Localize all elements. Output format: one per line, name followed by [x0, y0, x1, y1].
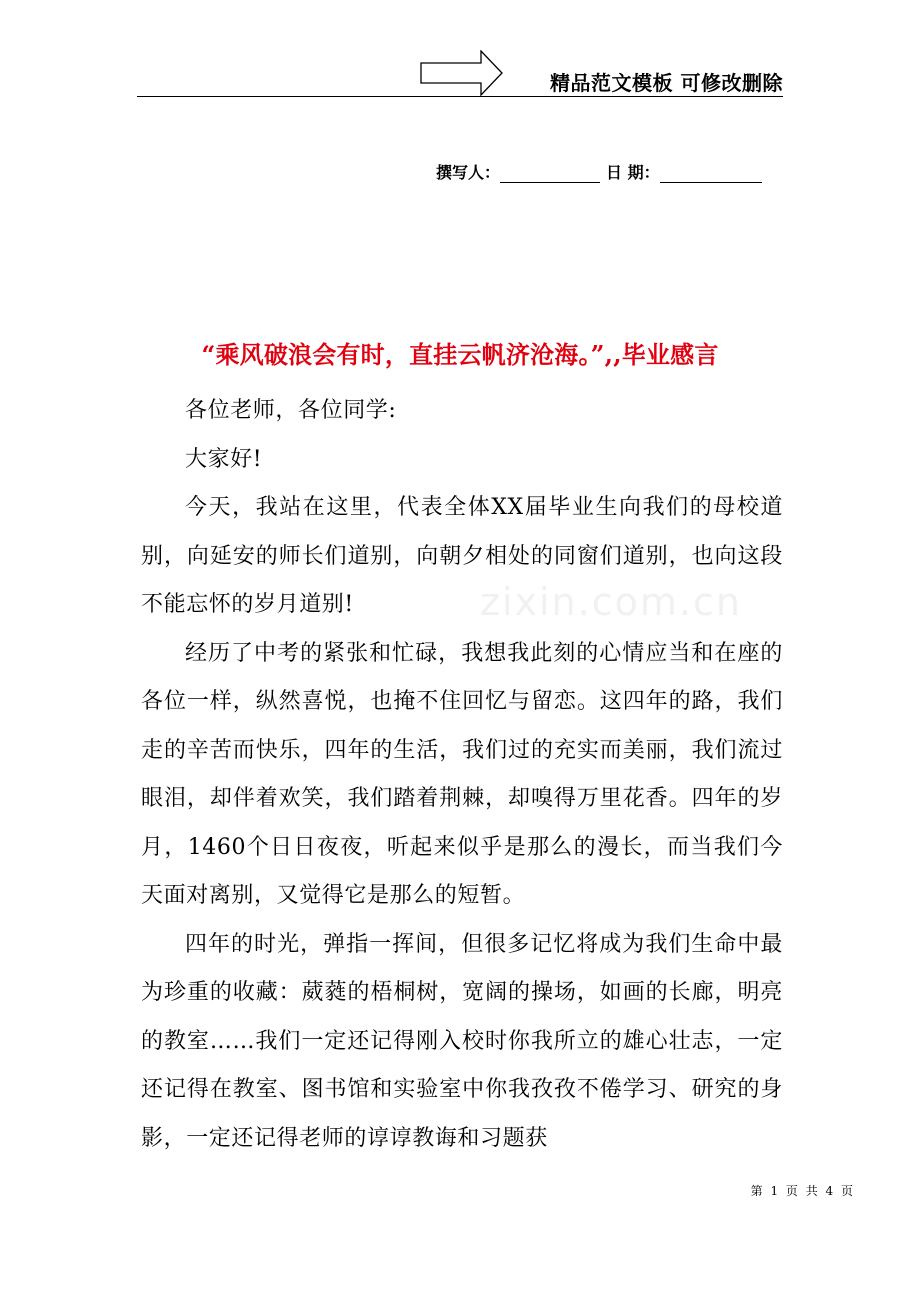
document-body — [141, 387, 783, 1163]
watermark: zixin.com.cn — [480, 580, 742, 624]
header-divider — [137, 96, 783, 97]
page-number: 第 1 页 共 4 页 — [750, 1184, 853, 1198]
body-paragraph: 今天，我站在这里，代表全体XX届毕业生向我们的母校道别，向延安的师长们道别，向朝夕相处的同窗们道别，也向这段不能忘怀的岁月道别! — [141, 495, 783, 617]
right-arrow-icon — [420, 50, 504, 102]
date-label: 日 期： — [606, 163, 660, 182]
author-blank — [500, 164, 600, 183]
author-date-line — [436, 160, 782, 183]
document-title: “乘风破浪会有时，直挂云帆济沧海。”,,毕业感言 — [201, 340, 719, 369]
date-blank — [660, 164, 762, 183]
header-text: 精品范文模板 可修改删除 — [550, 71, 783, 95]
greeting-paragraph: 大家好! — [185, 446, 263, 472]
author-label: 撰写人： — [436, 163, 501, 182]
body-paragraph: 四年的时光，弹指一挥间，但很多记忆将成为我们生命中最为珍重的收藏：葳蕤的梧桐树，宽阔的操场，如画的长廊，明亮的教室……我们一定还记得刚入校时你我所立的雄心壮志，一定还记得在教室、图书馆和实验室中你我孜孜不倦学习、研究的身影，一定还记得老师的谆谆教诲和习题获 — [141, 931, 783, 1151]
page-header — [137, 50, 783, 98]
body-paragraph: 经历了中考的紧张和忙碌，我想我此刻的心情应当和在座的各位一样，纵然喜悦，也掩不住回忆与留恋。这四年的路，我们走的辛苦而快乐，四年的生活，我们过的充实而美丽，我们流过眼泪，却伴着欢笑，我们踏着荆棘，却嗅得万里花香。四年的岁月，1460个日日夜夜，听起来似乎是那么的漫长，而当我们今天面对离别，又觉得它是那么的短暂。 — [141, 640, 783, 908]
salutation-paragraph: 各位老师，各位同学: — [185, 398, 397, 423]
